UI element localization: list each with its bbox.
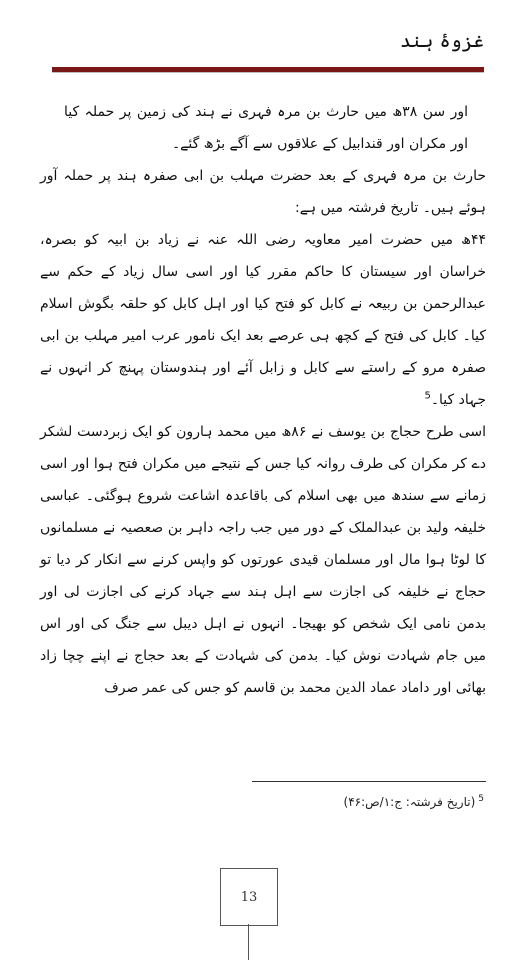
paragraph-text: اور سن ۳۸ھ میں حارث بن مرہ فہری نے ہند کی زمین پر حملہ کیا اور مکران اور قندابیل کے علاقوں سے آگے بڑھ گئے۔ (64, 104, 468, 152)
page-number-stem (248, 924, 249, 960)
paragraph (40, 416, 486, 704)
body-text (40, 96, 486, 704)
header-rule (52, 67, 484, 73)
paragraph (40, 224, 486, 416)
footnote-marker[interactable]: 5 (424, 390, 431, 402)
paragraph-text: اسی طرح حجاج بن یوسف نے ۸۶ھ میں محمد ہارون کو ایک زبردست لشکر دے کر مکران کی طرف روانہ کیا جس کے نتیجے میں مکران فتح ہوا اور اسی زمانے سے سندھ میں بھی اسلام کی باقاعدہ اشاعت شروع ہوگئی۔ عباسی خلیفہ ولید بن عبدالملک کے دور میں جب راجہ داہر بن صعصیہ نے مسلمانوں کا لوٹا ہوا مال اور مسلمان قیدی عورتوں کو واپس کرنے سے انکار کر دیا تو حجاج نے خلیفہ کی اجازت سے اہل ہند سے جہاد کرنے کی اجازت لی اور بدمن نامی ایک شخص کو بھیجا۔ انہوں نے اہل دیبل سے جنگ کی اور اس میں جام شہادت نوش کیا۔ بدمن کی شہادت کے بعد حجاج نے اپنے چچا زاد بھائی اور داماد عماد الدین محمد بن قاسم کو جس کی عمر صرف (40, 424, 486, 696)
paragraph (40, 160, 486, 224)
paragraph-text: ۴۴ھ میں حضرت امیر معاویہ رضی اللہ عنہ نے زیاد بن ابیہ کو بصرہ، خراسان اور سیستان کا حاکم مقرر کیا اور اسی سال زیاد کے حکم سے عبدالرحمن بن ربیعہ نے کابل کو فتح کیا اور اہل کابل کو حلقہ بگوش اسلام کیا۔ کابل کی فتح کے کچھ ہی عرصے بعد ایک نامور عرب امیر مہلب بن ابی صفرہ مرو کے راستے سے کابل و زابل آئے اور ہندوستان پہنچ کر انہوں نے جہاد کیا۔ (40, 232, 486, 408)
footnote-number: 5 (478, 794, 484, 804)
footnote-separator (252, 781, 486, 782)
footnote-text: (تاریخ فرشتہ: ج:۱/ص:۴۶) (343, 795, 476, 809)
paragraph-text: حارث بن مرہ فہری کے بعد حضرت مہلب بن ابی صفرہ ہند پر حملہ آور ہوئے ہیں۔ تاریخ فرشتہ میں ہے: (40, 168, 486, 216)
footnote (344, 794, 484, 809)
running-header-title: غزوۂ ہند (400, 30, 484, 52)
page-number: 13 (240, 889, 258, 905)
page-number-box (220, 868, 278, 926)
paragraph (40, 96, 486, 160)
